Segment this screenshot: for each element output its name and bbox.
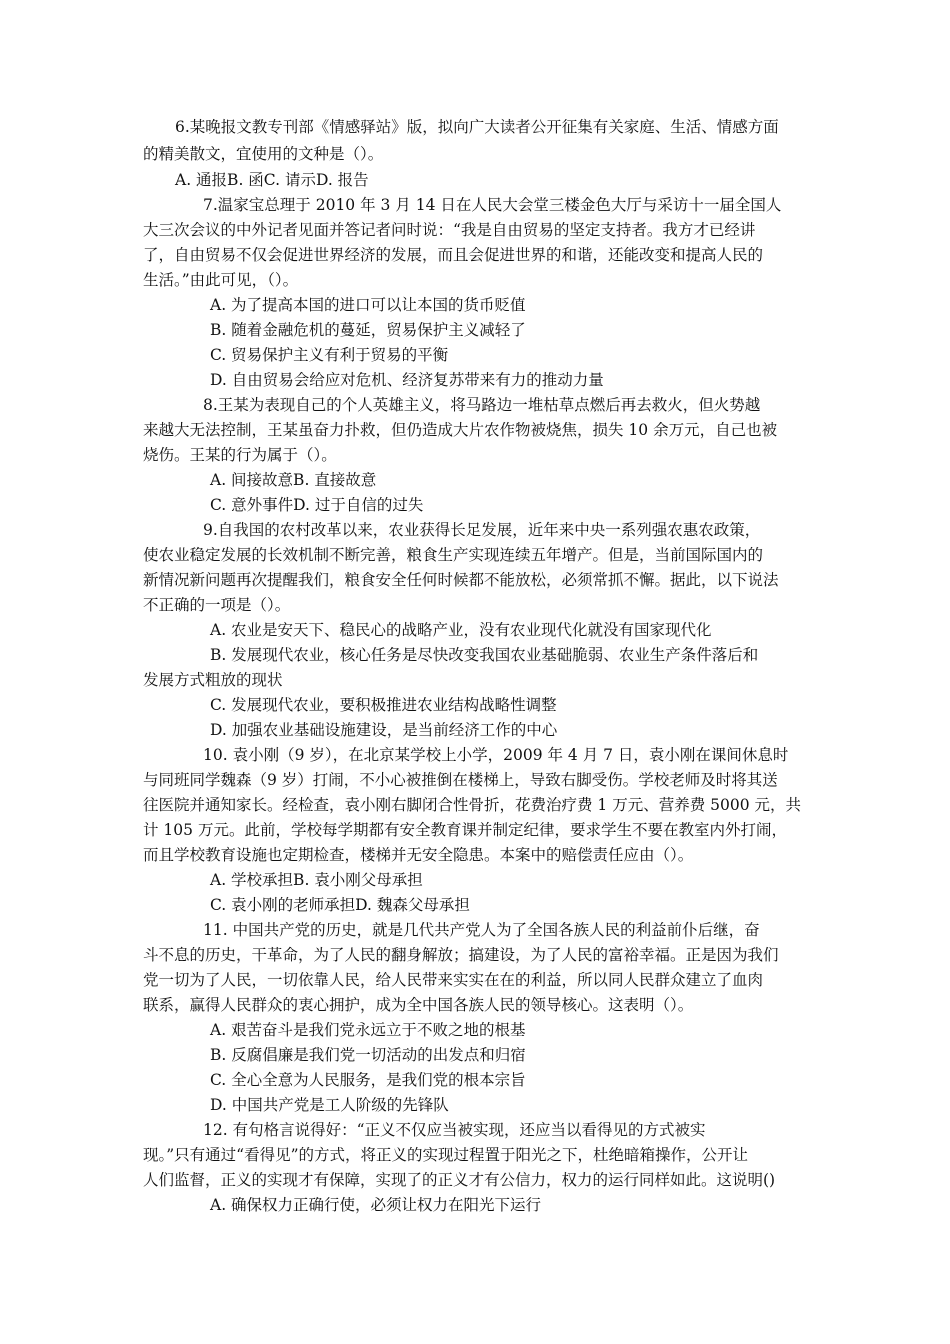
question-text-line: 6.某晚报文教专刊部《情感驿站》版，拟向广大读者公开征集有关家庭、生活、情感方面 [175,118,779,136]
answer-option: A. 间接故意B. 直接故意 [210,471,377,489]
question-text-line: 与同班同学魏森（9 岁）打闹，不小心被推倒在楼梯上，导致右脚受伤。学校老师及时将其送 [143,771,778,789]
answer-option: A. 农业是安天下、稳民心的战略产业，没有农业现代化就没有国家现代化 [210,621,712,639]
answer-option: B. 反腐倡廉是我们党一切活动的出发点和归宿 [210,1046,526,1064]
question-text-line: 生活。”由此可见，（）。 [143,271,299,289]
answer-option: C. 发展现代农业，要积极推进农业结构战略性调整 [210,696,557,714]
question-text-line: 烧伤。王某的行为属于（）。 [143,446,337,464]
answer-option: C. 全心全意为人民服务，是我们党的根本宗旨 [210,1071,526,1089]
answer-option: D. 自由贸易会给应对危机、经济复苏带来有力的推动力量 [210,371,604,389]
question-text-line: 使农业稳定发展的长效机制不断完善，粮食生产实现连续五年增产。但是，当前国际国内的 [143,546,764,564]
question-text-line: 联系，赢得人民群众的衷心拥护，成为全中国各族人民的领导核心。这表明（）。 [143,996,694,1014]
question-text-line: 现。”只有通过“看得见”的方式，将正义的实现过程置于阳光之下，杜绝暗箱操作，公开让 [143,1146,749,1164]
answer-option: B. 发展现代农业，核心任务是尽快改变我国农业基础脆弱、农业生产条件落后和 [210,646,759,664]
question-text-line: 12. 有句格言说得好：“正义不仅应当被实现，还应当以看得见的方式被实 [203,1121,706,1139]
question-text-line: 计 105 万元。此前，学校每学期都有安全教育课并制定纪律，要求学生不要在教室内外打闹， [143,821,787,839]
answer-option: A. 通报B. 函C. 请示D. 报告 [175,171,369,189]
answer-option: C. 意外事件D. 过于自信的过失 [210,496,424,514]
answer-option-continuation: 发展方式粗放的现状 [143,671,283,689]
question-text-line: 不正确的一项是（）。 [143,596,291,614]
answer-option: A. 确保权力正确行使，必须让权力在阳光下运行 [210,1196,542,1214]
question-text-line: 党一切为了人民，一切依靠人民，给人民带来实实在在的利益，所以同人民群众建立了血肉 [143,971,764,989]
question-text-line: 往医院并通知家长。经检查，袁小刚右脚闭合性骨折，花费治疗费 1 万元、营养费 5000 元，共 [143,796,802,814]
question-text-line: 大三次会议的中外记者见面并答记者问时说：“我是自由贸易的坚定支持者。我方才已经讲 [143,221,756,239]
answer-option: A. 为了提高本国的进口可以让本国的货币贬值 [210,296,526,314]
answer-option: A. 学校承担B. 袁小刚父母承担 [210,871,423,889]
answer-option: C. 袁小刚的老师承担D. 魏森父母承担 [210,896,470,914]
question-text-line: 人们监督，正义的实现才有保障，实现了的正义才有公信力，权力的运行同样如此。这说明() [143,1171,776,1189]
answer-option: C. 贸易保护主义有利于贸易的平衡 [210,346,449,364]
question-text-line: 来越大无法控制，王某虽奋力扑救，但仍造成大片农作物被烧焦，损失 10 余万元，自己也被 [143,421,778,439]
question-text-line: 的精美散文，宜使用的文种是（）。 [143,145,384,163]
answer-option: A. 艰苦奋斗是我们党永远立于不败之地的根基 [210,1021,526,1039]
question-text-line: 7.温家宝总理于 2010 年 3 月 14 日在人民大会堂三楼金色大厅与采访十一届全国人 [203,196,782,214]
question-text-line: 斗不息的历史，干革命，为了人民的翻身解放；搞建设，为了人民的富裕幸福。正是因为我们 [143,946,779,964]
question-text-line: 8.王某为表现自己的个人英雄主义，将马路边一堆枯草点燃后再去救火，但火势越 [203,396,761,414]
answer-option: D. 中国共产党是工人阶级的先锋队 [210,1096,449,1114]
question-text-line: 而且学校教育设施也定期检查，楼梯并无安全隐患。本案中的赔偿责任应由（）。 [143,846,694,864]
question-text-line: 了，自由贸易不仅会促进世界经济的发展，而且会促进世界的和谐，还能改变和提高人民的 [143,246,764,264]
answer-option: B. 随着金融危机的蔓延，贸易保护主义减轻了 [210,321,526,339]
question-text-line: 9.自我国的农村改革以来，农业获得长足发展，近年来中央一系列强农惠农政策， [203,521,761,539]
question-text-line: 10. 袁小刚（9 岁），在北京某学校上小学，2009 年 4 月 7 日，袁小刚在课间休息时 [203,746,789,764]
question-text-line: 11. 中国共产党的历史，就是几代共产党人为了全国各族人民的利益前仆后继，奋 [203,921,760,939]
question-text-line: 新情况新问题再次提醒我们，粮食安全任何时候都不能放松，必须常抓不懈。据此，以下说法 [143,571,779,589]
answer-option: D. 加强农业基础设施建设，是当前经济工作的中心 [210,721,558,739]
